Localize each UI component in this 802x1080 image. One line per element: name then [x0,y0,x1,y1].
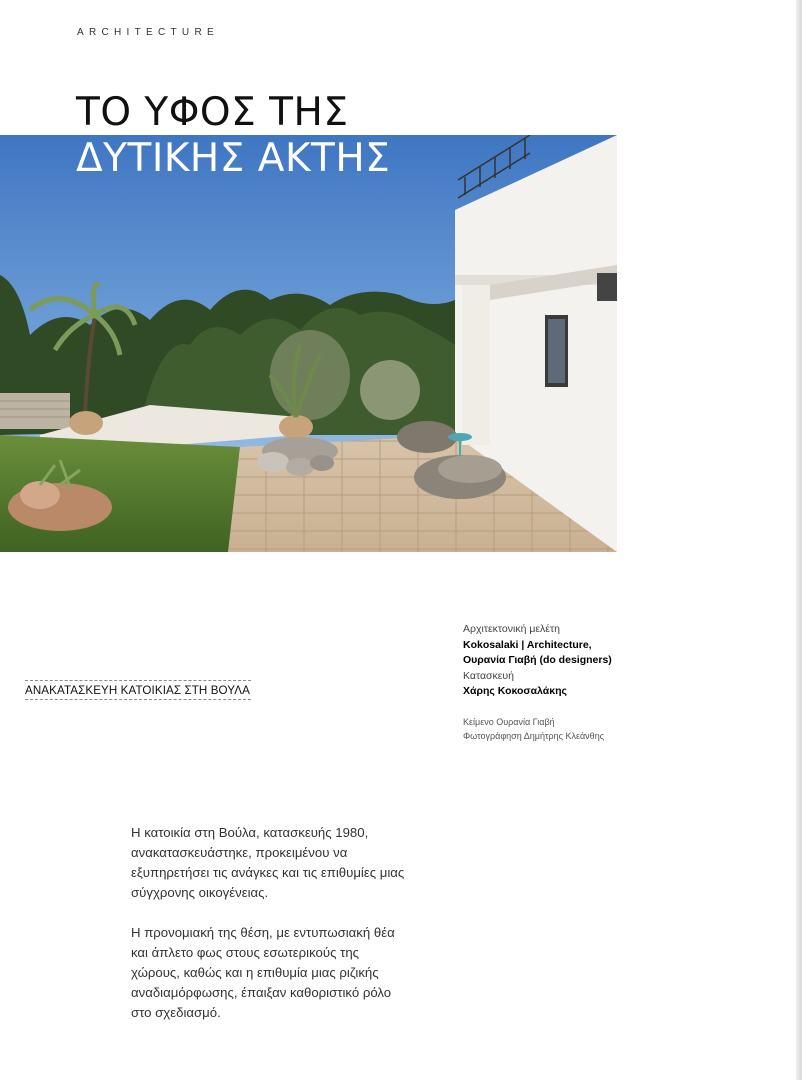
body-paragraph-2: Η προνομιακή της θέση, με εντυπωσιακή θέα και άπλετο φως στους εσωτερικούς της χώρους, καθώς και η επιθυμία μιας ριζικής αναδιαμόρφωσης, έπαιξαν καθοριστικό ρόλο στο σχεδιασμό. [131,925,395,1020]
article-body [131,823,411,1023]
credits-spacer [463,700,643,715]
section-label: ARCHITECTURE [77,27,219,38]
article-title [76,90,390,182]
body-paragraph-1: Η κατοικία στη Βούλα, κατασκευής 1980, ανακατασκευάστηκε, προκειμένου να εξυπηρετήσει τις ανάγκες και τις επιθυμίες μιας σύγχρονης οικογένειας. [131,825,405,900]
title-line-2: ΔΥΤΙΚΗΣ ΑΚΤΗΣ [76,136,391,181]
text-credit: Κείμενο Ουρανία Γιαβή [463,716,555,727]
design-label: Αρχιτεκτονική μελέτη [463,623,560,635]
construction-label: Κατασκευή [463,669,515,682]
credits-block [463,622,643,744]
construction-name: Χάρης Κοκοσαλάκης [463,685,567,697]
article-subtitle: ΑΝΑΚΑΤΑΣΚΕΥΗ ΚΑΤΟΙΚΙΑΣ ΣΤΗ ΒΟΥΛΑ [25,680,251,700]
hero-photo [0,135,617,552]
design-line-2: Ουρανία Γιαβή (do designers) [463,654,612,666]
photo-credit: Φωτογράφηση Δημήτρης Κλεάνθης [463,731,605,741]
design-line-1: Kokosalaki | Architecture, [463,638,592,651]
title-line-1: ΤΟ ΥΦΟΣ ΤΗΣ [76,90,349,135]
page-edge-shadow [796,0,802,1080]
